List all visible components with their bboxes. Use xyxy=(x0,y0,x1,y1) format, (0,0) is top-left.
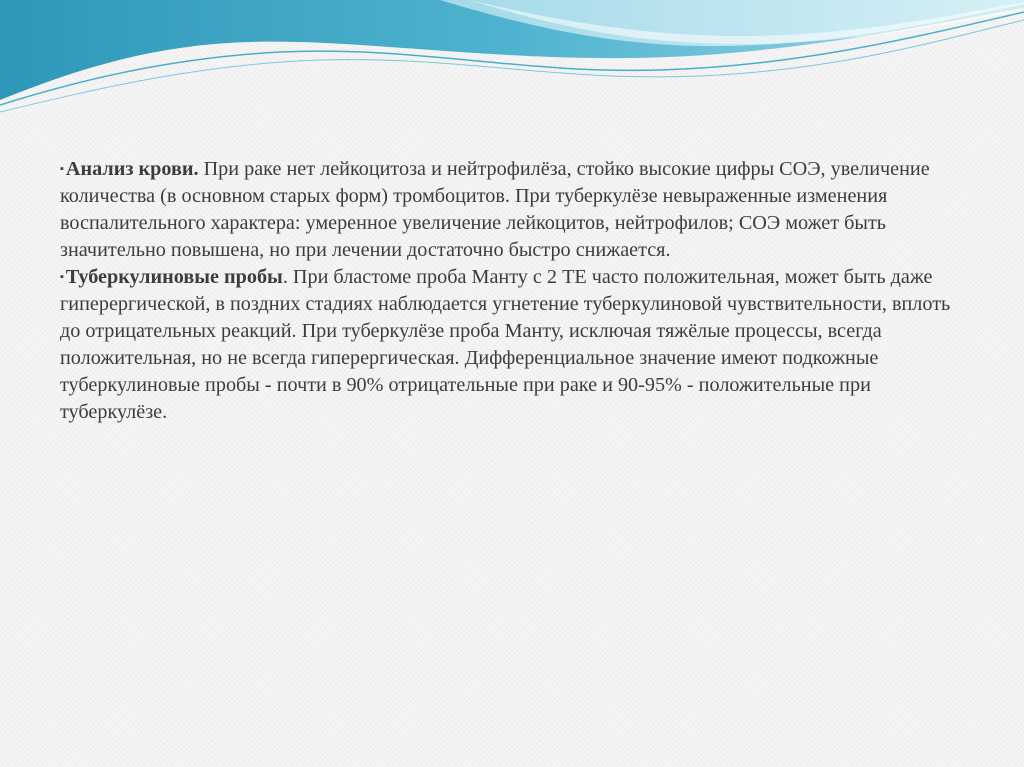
paragraph-blood-analysis xyxy=(60,156,970,264)
paragraph-text: При раке нет лейкоцитоза и нейтрофилёза, стойко высокие цифры СОЭ, увеличение количества (в основном старых форм) тромбоцитов. При туберкулёзе невыраженные изменения воспалительного характера: умеренное увеличение лейкоцитов, нейтрофилов; СОЭ может быть значительно повышена, но при лечении достаточно быстро снижается. xyxy=(60,158,930,261)
paragraph-tuberculin-tests xyxy=(60,264,970,426)
slide-body xyxy=(60,156,970,426)
square-bullet-icon: ▪ xyxy=(60,271,64,283)
decorative-wave-header xyxy=(0,0,1024,120)
paragraph-heading: Анализ крови. xyxy=(65,158,199,180)
square-bullet-icon: ▪ xyxy=(60,163,64,175)
paragraph-text: . При бластоме проба Манту с 2 ТЕ часто положительная, может быть даже гиперергической, в поздних стадиях наблюдается угнетение туберкулиновой чувствительности, вплоть до отрицательных реакций. При туберкулёзе проба Манту, исключая тяжёлые процессы, всегда положительная, но не всегда гиперергическая. Дифференциальное значение имеют подкожные туберкулиновые пробы - почти в 90% отрицательные при раке и 90-95% - положительные при туберкулёзе. xyxy=(60,266,951,423)
paragraph-heading: Туберкулиновые пробы xyxy=(65,266,283,288)
